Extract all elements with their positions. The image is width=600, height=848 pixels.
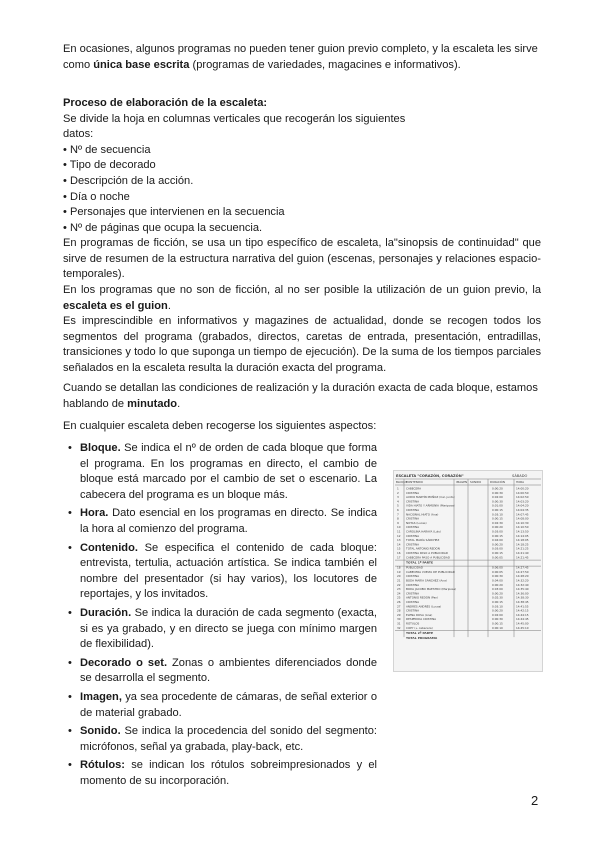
scan-row-duration: 0:00:20: [492, 591, 503, 596]
scan-row-number: 6: [397, 508, 399, 512]
scan-row-duration: 0:03:00: [492, 529, 503, 534]
list-item: [68, 724, 377, 755]
proceso-list: [63, 143, 541, 237]
scan-row-duration: 0:00:20: [492, 525, 503, 530]
scan-row-number: 24: [397, 591, 401, 596]
scan-title: ESCALETA "CORAZÓN, CORAZÓN": [396, 474, 464, 478]
scan-row-hour: 14:44:15: [516, 612, 529, 617]
scan-row-duration: 0:03:10: [492, 604, 503, 609]
scan-row-content: CRISTINA: [406, 608, 420, 613]
scan-row-content: CABECERA: [406, 486, 422, 491]
scan-col-header: IMAGEN: [456, 480, 468, 484]
scan-row-duration: 0:04:00: [492, 578, 503, 583]
item-term: Sonido.: [80, 725, 121, 738]
scan-row-number: 10: [397, 525, 401, 530]
scan-row-content: NOTAS (Lucas): [406, 520, 427, 525]
bullet: •: [68, 690, 72, 703]
item-term: Contenido.: [80, 541, 138, 554]
scan-row-duration: 0:00:15: [492, 533, 503, 538]
scan-row-duration: 0:00:10: [492, 625, 503, 630]
scan-row-duration: 0:04:00: [492, 538, 503, 543]
scan-row-number: 32: [397, 625, 401, 630]
list-item: [68, 690, 377, 721]
scan-total-1: TOTAL 1ª PARTE: [406, 560, 434, 565]
scan-row-duration: 0:00:15: [492, 600, 503, 604]
proceso-section: [63, 96, 541, 236]
scan-row-number: 3: [397, 495, 399, 500]
scan-row-hour: 14:00:50: [516, 490, 529, 495]
scan-row-hour: 14:02:50: [516, 495, 529, 500]
scan-row-hour: 14:36:00: [516, 591, 529, 596]
scan-row-duration: 0:00:30: [492, 499, 503, 504]
scan-row-hour: 14:32:40: [516, 582, 529, 587]
minutado-bold: minutado: [127, 397, 178, 410]
item-term: Imagen,: [80, 690, 122, 703]
scan-row-number: 9: [397, 520, 399, 525]
bullet: •: [68, 541, 72, 554]
scan-row-duration: 0:00:30: [492, 490, 503, 495]
scan-row-number: 21: [397, 578, 401, 583]
scan-row-duration: 0:00:20: [492, 542, 503, 547]
scan-row-content: TOTAL MARÍA SÁNCHEZ: [406, 538, 440, 543]
page-number: 2: [531, 793, 539, 808]
scan-row-number: 18: [397, 565, 401, 570]
scan-row-number: 17: [397, 555, 401, 560]
scan-row-content: CRISTINA: [406, 525, 420, 530]
scan-col-header: BLOQUE: [396, 480, 408, 484]
item-text: Se indica el nº de orden de cada bloque que forma el programa. En los programas en directo, el cambio de bloque está marcado por el cambio de set o escenario. La cabecera del programa es un bloque más.: [80, 442, 377, 501]
scan-row-hour: 14:45:00: [516, 621, 529, 626]
scan-row-hour: 14:18:05: [516, 538, 529, 543]
scan-row-number: 13: [397, 538, 401, 543]
scan-row-hour: 14:35:40: [516, 587, 529, 592]
scan-row-hour: 14:21:45: [516, 555, 529, 560]
scan-row-content: ELENA ROSA (Ana): [406, 612, 433, 617]
bullet: •: [68, 656, 72, 669]
scan-row-duration: 0:00:15: [492, 551, 503, 555]
proceso-line-2: datos:: [63, 128, 94, 141]
scan-total-2: TOTAL 2ª PARTE: [406, 631, 434, 636]
list-item: • Descripción de la acción.: [63, 174, 194, 187]
scan-row-hour: 14:04:20: [516, 503, 529, 508]
minutado-text: Cuando se detallan las condiciones de realización y la duración exacta de cada bloque, estamos hablando de: [63, 382, 538, 410]
scan-row-duration: 0:00:05: [492, 555, 503, 560]
scan-row-content: BODA MARÍA SÁNCHEZ (Ana): [406, 578, 447, 583]
scan-row-hour: 14:21:25: [516, 546, 529, 551]
scan-col-header: SONIDO: [470, 480, 482, 484]
scan-row-content: ANTONIO REDÓN (Pan): [406, 595, 439, 600]
scan-row-hour: 14:21:40: [516, 551, 529, 555]
bullet: •: [68, 507, 72, 520]
item-text: Dato esencial en los programas en directo. Se indica la hora al comienzo del programa.: [80, 507, 377, 535]
scan-row-number: 31: [397, 621, 401, 626]
scan-row-duration: 0:02:30: [492, 595, 503, 600]
scan-row-hour: 14:13:50: [516, 529, 529, 534]
scan-row-duration: 0:02:00: [492, 495, 503, 500]
item-text: Se indica la procedencia del sonido del segmento: micrófonos, señal ya grabada, play-back, etc.: [80, 725, 377, 753]
list-item: • Tipo de decorado: [63, 159, 156, 172]
scan-header-right: SÁBADO: [512, 474, 528, 478]
scan-row-duration: 0:00:15: [492, 621, 503, 626]
scan-row-duration: 0:00:30: [492, 574, 503, 579]
item-text: Se especifica el contenido de cada bloque: entrevista, tertulia, actuación artística. Se indica también el nombre del presentador (si hay varios), los locutores de reportajes, y los invitados.: [80, 541, 377, 601]
scan-row-hour: 14:32:20: [516, 578, 529, 583]
scan-row-number: 15: [397, 546, 401, 551]
list-item: [68, 541, 377, 603]
scan-row-content: CRISTINA: [406, 508, 420, 512]
scan-row-hour: 14:38:45: [516, 600, 529, 604]
scan-row-number: 30: [397, 617, 401, 622]
intro-bold-text: única base escrita: [93, 58, 190, 71]
scan-row-content: CRISTINA: [406, 516, 420, 521]
scan-row-hour: 14:04:35: [516, 508, 529, 512]
scan-row-hour: 14:28:20: [516, 574, 529, 579]
scan-row-duration: 0:00:20: [492, 486, 503, 491]
scan-row-hour: 14:18:25: [516, 542, 529, 547]
minutado-end: .: [177, 397, 181, 410]
scan-row-hour: 14:07:45: [516, 512, 529, 517]
bullet: •: [68, 606, 72, 619]
list-item: [68, 506, 377, 537]
scan-row-number: 29: [397, 612, 401, 617]
scan-row-hour: 14:38:30: [516, 595, 529, 600]
item-term: Duración.: [80, 606, 132, 619]
list-item: • Día o noche: [63, 190, 130, 203]
item-term: Decorado o set.: [80, 656, 168, 669]
scan-row-content: CRISTINA: [406, 574, 420, 579]
scan-col-header: HORA: [516, 480, 525, 484]
aspectos-list: [68, 441, 378, 792]
no-ficcion-bold: escaleta es el guion: [63, 299, 168, 312]
scan-row-content: TOTAL ANTONIO REDÓN: [406, 546, 440, 551]
scan-row-hour: 14:00:20: [516, 486, 529, 491]
scan-row-content: NACIONAL HIATO (Ana): [406, 512, 439, 517]
intro-text: En ocasiones, algunos programas no pueden tener guion previo completo, y la escaleta les sirve como: [63, 43, 538, 71]
scan-row-duration: 0:02:00: [492, 612, 503, 617]
scan-row-hour: 14:10:50: [516, 525, 529, 530]
scan-row-content: CRISTINA: [406, 591, 420, 596]
scan-row-duration: 0:03:00: [492, 587, 503, 592]
item-text: se indican los rótulos sobreimpresionados y el momento de su incorporación.: [80, 759, 377, 787]
list-item: [68, 606, 377, 653]
proceso-heading: Proceso de elaboración de la escaleta:: [63, 97, 268, 109]
scan-row-content: CRISTINA: [406, 490, 420, 495]
list-item: • Nº de páginas que ocupa la secuencia.: [63, 221, 263, 234]
item-text: Zonas o ambientes diferenciados donde se desarrolla el segmento.: [80, 656, 378, 685]
item-text: ya sea procedente de cámaras, de señal exterior o de material grabado.: [80, 690, 377, 719]
scan-row-hour: 14:45:10: [516, 625, 529, 630]
escaleta-scan-image: [393, 470, 543, 672]
scan-row-number: 1: [397, 486, 399, 491]
item-term: Hora.: [80, 507, 109, 520]
scan-row-hour: 14:27:45: [516, 565, 529, 570]
scan-row-content: CAROLINA HARAYA (Lulu): [406, 529, 442, 534]
scan-row-duration: 0:03:00: [492, 546, 503, 551]
scan-row-number: 19: [397, 569, 401, 574]
scan-row-number: 7: [397, 512, 399, 517]
scan-row-hour: 14:14:05: [516, 533, 529, 538]
scan-row-hour: 14:27:50: [516, 569, 529, 574]
scan-row-content: CRISTINA: [406, 582, 420, 587]
scan-total-programa: TOTAL PROGRAMA: [406, 636, 438, 641]
scan-row-number: 4: [397, 499, 399, 504]
scan-row-content: COPY (+ cabecera): [406, 625, 433, 630]
scan-row-content: CABECERA VUELTA DE PUBLICIDAD: [406, 569, 455, 574]
item-term: Rótulos:: [80, 759, 125, 772]
scan-row-duration: 0:01:00: [492, 503, 503, 508]
item-text: Se indica la duración de cada segmento (exacta, si es ya grabado, y en directo se juega con mínimo margen de flexibilidad).: [80, 606, 377, 651]
scan-row-content: CABECERA PASO A PUBLICIDAD: [406, 555, 450, 560]
no-ficcion-paragraph: [63, 283, 541, 377]
scan-row-number: 12: [397, 533, 401, 538]
scan-row-content: RÓTULOS: [406, 621, 420, 626]
scan-row-number: 20: [397, 574, 401, 579]
scan-row-hour: 14:44:45: [516, 617, 529, 622]
scan-row-content: ANDRÉS ANDRÉS (Lucas): [406, 604, 442, 609]
scan-row-hour: 14:41:55: [516, 604, 529, 609]
scan-row-duration: 0:03:10: [492, 512, 503, 517]
scan-row-number: 8: [397, 516, 399, 521]
scan-row-number: 14: [397, 542, 401, 547]
scan-row-number: 11: [397, 529, 401, 534]
scan-row-number: 28: [397, 608, 401, 613]
scan-row-duration: 0:00:20: [492, 582, 503, 587]
bullet: •: [68, 725, 72, 738]
list-item: [68, 441, 377, 503]
scan-row-content: AUDIO MARTÍN MUÑOZ (Cal. junto): [406, 495, 455, 500]
no-ficcion-text-2: Es imprescindible en informativos y magazines de actualidad, donde se recogen todos los segmentos del programa (grabados, directos, caretas de entrada, presentación, entradillas, transiciones y todo lo que suponga un tiempo de ejecución). De la suma de los tiempos parciales señalados en la escaleta resulta la duración exacta del programa.: [63, 315, 541, 374]
scan-row-content: PUBLICIDAD: [406, 565, 423, 570]
scan-row-content: BODA JACOBO MAESTRO (Mariposa): [406, 587, 457, 592]
scan-col-header: DURACIÓN: [490, 480, 505, 484]
escaleta-table-figure: [394, 471, 542, 671]
scan-row-content: CRISTINA PASO A PUBLICIDAD: [406, 551, 448, 555]
scan-row-duration: 0:00:30: [492, 617, 503, 622]
scan-row-number: 5: [397, 503, 399, 508]
scan-row-content: CRISTINA: [406, 542, 420, 547]
scan-row-number: 22: [397, 582, 401, 587]
list-item: • Nº de secuencia: [63, 143, 151, 156]
scan-row-duration: 0:00:15: [492, 516, 503, 521]
scan-row-content: CRISTINA: [406, 533, 420, 538]
scan-row-number: 25: [397, 595, 401, 600]
proceso-line-1: Se divide la hoja en columnas verticales que recogerán los siguientes: [63, 112, 406, 125]
bullet: •: [68, 759, 72, 772]
scan-row-hour: 14:08:00: [516, 516, 529, 521]
no-ficcion-text: En los programas que no son de ficción, al no ser posible la utilización de un guion previo, la: [63, 284, 541, 296]
scan-row-duration: 0:06:00: [492, 565, 503, 570]
list-item: • Personajes que intervienen en la secuencia: [63, 206, 285, 219]
scan-row-number: 26: [397, 600, 401, 604]
scan-row-content: CRISTINA: [406, 499, 420, 504]
list-item: [68, 656, 378, 687]
bullet: •: [68, 442, 72, 454]
item-term: Bloque.: [80, 442, 121, 454]
list-item: [68, 758, 377, 789]
intro-paragraph: [63, 42, 541, 73]
ficcion-paragraph: En programas de ficción, se usa un tipo específico de escaleta, la"sinopsis de continuidad" que sirve de resumen de la estructura narrativa del guion (escenas, personajes y relaciones espacio-temporales).: [63, 237, 541, 281]
scan-row-duration: 0:02:30: [492, 520, 503, 525]
scan-row-number: 27: [397, 604, 401, 609]
minutado-paragraph: [63, 381, 541, 412]
scan-row-duration: 0:00:20: [492, 608, 503, 613]
scan-row-number: 23: [397, 587, 401, 592]
aspectos-intro: En cualquier escaleta deben recogerse los siguientes aspectos:: [63, 420, 377, 432]
scan-row-content: DESPEDIDA CRISTINA: [406, 617, 437, 622]
scan-row-hour: 14:42:15: [516, 608, 529, 613]
scan-row-content: CRISTINA: [406, 600, 420, 604]
scan-row-number: 2: [397, 490, 399, 495]
intro-text-end: (programas de variedades, magacines e informativos).: [189, 58, 461, 71]
scan-col-header: CONTENIDO: [406, 480, 423, 484]
scan-row-duration: 0:00:15: [492, 508, 503, 512]
scan-row-duration: 0:00:05: [492, 569, 503, 574]
scan-row-hour: 14:03:20: [516, 499, 529, 504]
scan-row-content: VIDA HIATO Y ARMONÍA (Mariposa): [406, 503, 455, 508]
scan-row-hour: 14:10:30: [516, 520, 529, 525]
scan-row-number: 16: [397, 551, 401, 555]
no-ficcion-end: .: [167, 299, 171, 312]
